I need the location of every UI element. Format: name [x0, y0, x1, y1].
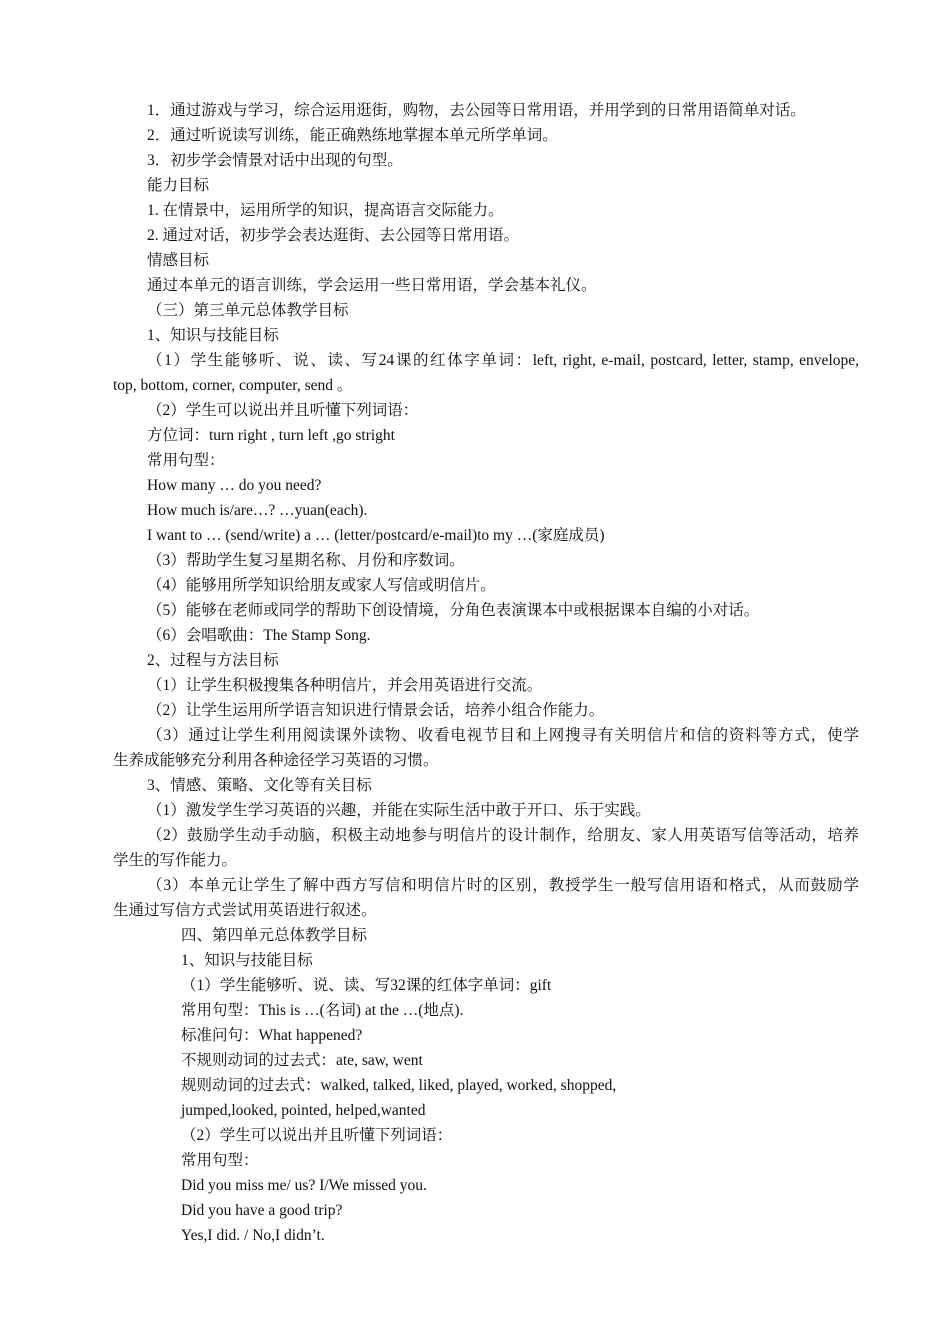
- text-line: How much is/are…? …yuan(each).: [147, 502, 368, 519]
- text-line: （3）通过让学生利用阅读课外读物、收看电视节目和上网搜寻有关明信片和信的资料等方式，使学: [147, 727, 859, 744]
- text-line: （6）会唱歌曲：The Stamp Song.: [147, 627, 371, 644]
- text-line: 常用句型：This is …(名词) at the …(地点).: [181, 1002, 464, 1019]
- text-line: 方位词：turn right , turn left ,go stright: [147, 427, 395, 444]
- text-line: Did you miss me/ us? I/We missed you.: [181, 1177, 427, 1194]
- text-line: 生养成能够充分利用各种途径学习英语的习惯。: [113, 752, 439, 769]
- text-line: jumped,looked, pointed, helped,wanted: [181, 1102, 426, 1119]
- text-line: （2）鼓励学生动手动脑，积极主动地参与明信片的设计制作，给朋友、家人用英语写信等活动，培养: [147, 827, 859, 844]
- text-line: 通过本单元的语言训练，学会运用一些日常用语，学会基本礼仪。: [147, 277, 597, 294]
- section-heading: （三）第三单元总体教学目标: [147, 302, 349, 319]
- text-line: 常用句型：: [181, 1152, 259, 1169]
- sub-heading: 2、过程与方法目标: [147, 652, 279, 669]
- text-line: 生通过写信方式尝试用英语进行叙述。: [113, 902, 377, 919]
- text-line: 标准问句：What happened?: [181, 1027, 363, 1044]
- text-line: （5）能够在老师或同学的帮助下创设情境，分角色表演课本中或根据课本自编的小对话。: [147, 602, 760, 619]
- text-line: top, bottom, corner, computer, send 。: [113, 377, 353, 394]
- sub-heading: 3、情感、策略、文化等有关目标: [147, 777, 372, 794]
- text-line: 1．通过游戏与学习，综合运用逛街，购物，去公园等日常用语，并用学到的日常用语简单对话。: [147, 102, 806, 119]
- sub-heading: 1、知识与技能目标: [181, 952, 313, 969]
- section-heading: 四、第四单元总体教学目标: [181, 927, 368, 944]
- text-line: I want to … (send/write) a … (letter/postcard/e-mail)to my …(家庭成员): [147, 527, 605, 544]
- text-line: 常用句型：: [147, 452, 225, 469]
- text-line: （3）帮助学生复习星期名称、月份和序数词。: [147, 552, 465, 569]
- text-line: （1）学生能够听、说、读、写32课的红体字单词：gift: [181, 977, 552, 994]
- text-line: （1）激发学生学习英语的兴趣，并能在实际生活中敢于开口、乐于实践。: [147, 802, 651, 819]
- text-line: How many … do you need?: [147, 477, 322, 494]
- text-line: （2）学生可以说出并且听懂下列词语：: [181, 1127, 453, 1144]
- text-line: （1）学生能够听、说、读、写24课的红体字单词：left, right, e-mail, postcard, letter, stamp, envelope,: [147, 352, 859, 369]
- section-heading: 能力目标: [147, 177, 210, 194]
- text-line: 3．初步学会情景对话中出现的句型。: [147, 152, 403, 169]
- text-line: 学生的写作能力。: [113, 852, 238, 869]
- text-line: （1）让学生积极搜集各种明信片，并会用英语进行交流。: [147, 677, 543, 694]
- text-line: （2）学生可以说出并且听懂下列词语：: [147, 402, 419, 419]
- text-line: 规则动词的过去式：walked, talked, liked, played, worked, shopped,: [181, 1077, 617, 1094]
- text-line: （4）能够用所学知识给朋友或家人写信或明信片。: [147, 577, 496, 594]
- sub-heading: 1、知识与技能目标: [147, 327, 279, 344]
- text-line: 2．通过听说读写训练，能正确熟练地掌握本单元所学单词。: [147, 127, 558, 144]
- text-line: 2. 通过对话，初步学会表达逛街、去公园等日常用语。: [147, 227, 520, 244]
- text-line: 1. 在情景中，运用所学的知识，提高语言交际能力。: [147, 202, 504, 219]
- section-heading: 情感目标: [147, 252, 210, 269]
- text-line: （3）本单元让学生了解中西方写信和明信片时的区别，教授学生一般写信用语和格式，从而鼓励学: [147, 877, 859, 894]
- text-line: （2）让学生运用所学语言知识进行情景会话，培养小组合作能力。: [147, 702, 605, 719]
- text-line: 不规则动词的过去式：ate, saw, went: [181, 1052, 423, 1069]
- text-line: Did you have a good trip?: [181, 1202, 343, 1219]
- text-line: Yes,I did. / No,I didn’t.: [181, 1227, 325, 1244]
